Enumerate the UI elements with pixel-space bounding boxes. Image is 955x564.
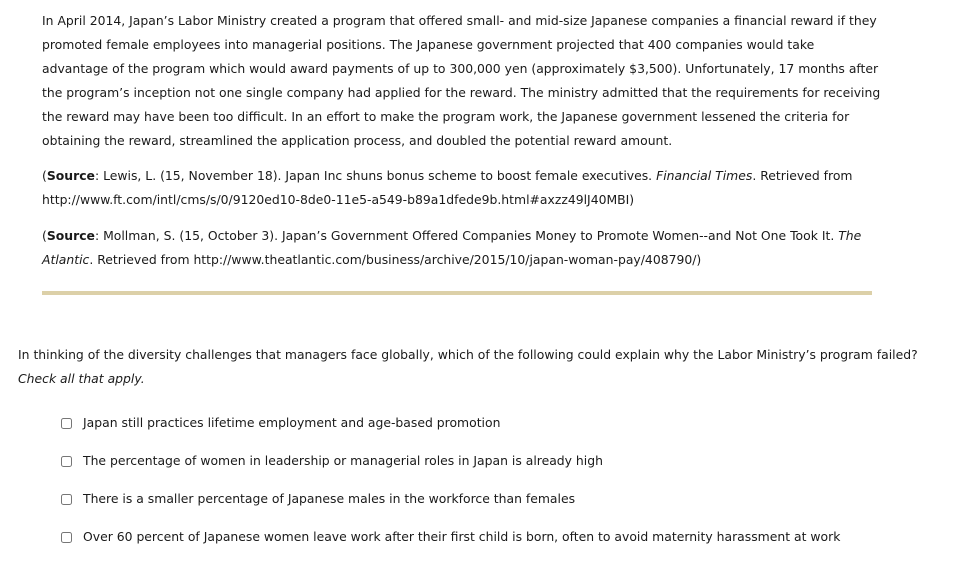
- source-1-text-before: : Lewis, L. (15, November 18). Japan Inc shuns bonus scheme to boost female executives.: [94, 168, 657, 183]
- source-2-label: Source: [46, 228, 95, 243]
- source-1-label: Source: [46, 168, 95, 183]
- section-divider: [42, 291, 872, 295]
- answer-options: [61, 412, 840, 564]
- answer-checkbox-1[interactable]: [61, 418, 72, 429]
- source-citation-1: [42, 164, 882, 212]
- source-1-publication: Financial Times: [656, 168, 753, 183]
- source-2-publication: The Atlantic: [42, 228, 862, 267]
- answer-option-4[interactable]: [61, 526, 840, 548]
- source-citation-2: [42, 224, 882, 272]
- source-1-text-after: . Retrieved from http://www.ft.com/intl/cms/s/0/9120ed10-8de0-11e5-a549-b89a1dfede9b.html#axzz49lJ40MBI): [42, 168, 853, 207]
- reading-passage: [42, 9, 882, 272]
- question-prompt: [18, 343, 943, 391]
- answer-label-4[interactable]: Over 60 percent of Japanese women leave work after their first child is born, often to avoid maternity harassment at work: [83, 529, 841, 544]
- answer-option-2[interactable]: [61, 450, 840, 472]
- answer-option-1[interactable]: [61, 412, 840, 434]
- answer-option-3[interactable]: [61, 488, 840, 510]
- source-2-text-after: . Retrieved from http://www.theatlantic.com/business/archive/2015/10/japan-woman-pay/408790/): [89, 252, 702, 267]
- passage-paragraph: In April 2014, Japan’s Labor Ministry created a program that offered small- and mid-size Japanese companies a financial reward if they promoted female employees into managerial positions. The Japanese government projected that 400 companies would take advantage of the program which would award payments of up to 300,000 yen (approximately $3,500). Unfortunately, 17 months after the program’s inception not one single company had applied for the reward. The ministry admitted that the requirements for receiving the reward may have been too difficult. In an effort to make the program work, the Japanese government lessened the criteria for obtaining the reward, streamlined the application process, and doubled the potential reward amount.: [42, 13, 881, 148]
- answer-checkbox-4[interactable]: [61, 532, 72, 543]
- source-2-open: (: [42, 228, 47, 243]
- source-1-open: (: [42, 168, 47, 183]
- answer-label-1[interactable]: Japan still practices lifetime employment and age-based promotion: [83, 415, 501, 430]
- question-text: In thinking of the diversity challenges that managers face globally, which of the following could explain why the Labor Ministry’s program failed?: [18, 347, 918, 362]
- source-2-text-before: : Mollman, S. (15, October 3). Japan’s Government Offered Companies Money to Promote Women--and Not One Took It.: [94, 228, 839, 243]
- answer-checkbox-2[interactable]: [61, 456, 72, 467]
- answer-label-2[interactable]: The percentage of women in leadership or managerial roles in Japan is already high: [83, 453, 603, 468]
- question-instruction: Check all that apply.: [18, 371, 145, 386]
- answer-label-3[interactable]: There is a smaller percentage of Japanese males in the workforce than females: [83, 491, 576, 506]
- answer-checkbox-3[interactable]: [61, 494, 72, 505]
